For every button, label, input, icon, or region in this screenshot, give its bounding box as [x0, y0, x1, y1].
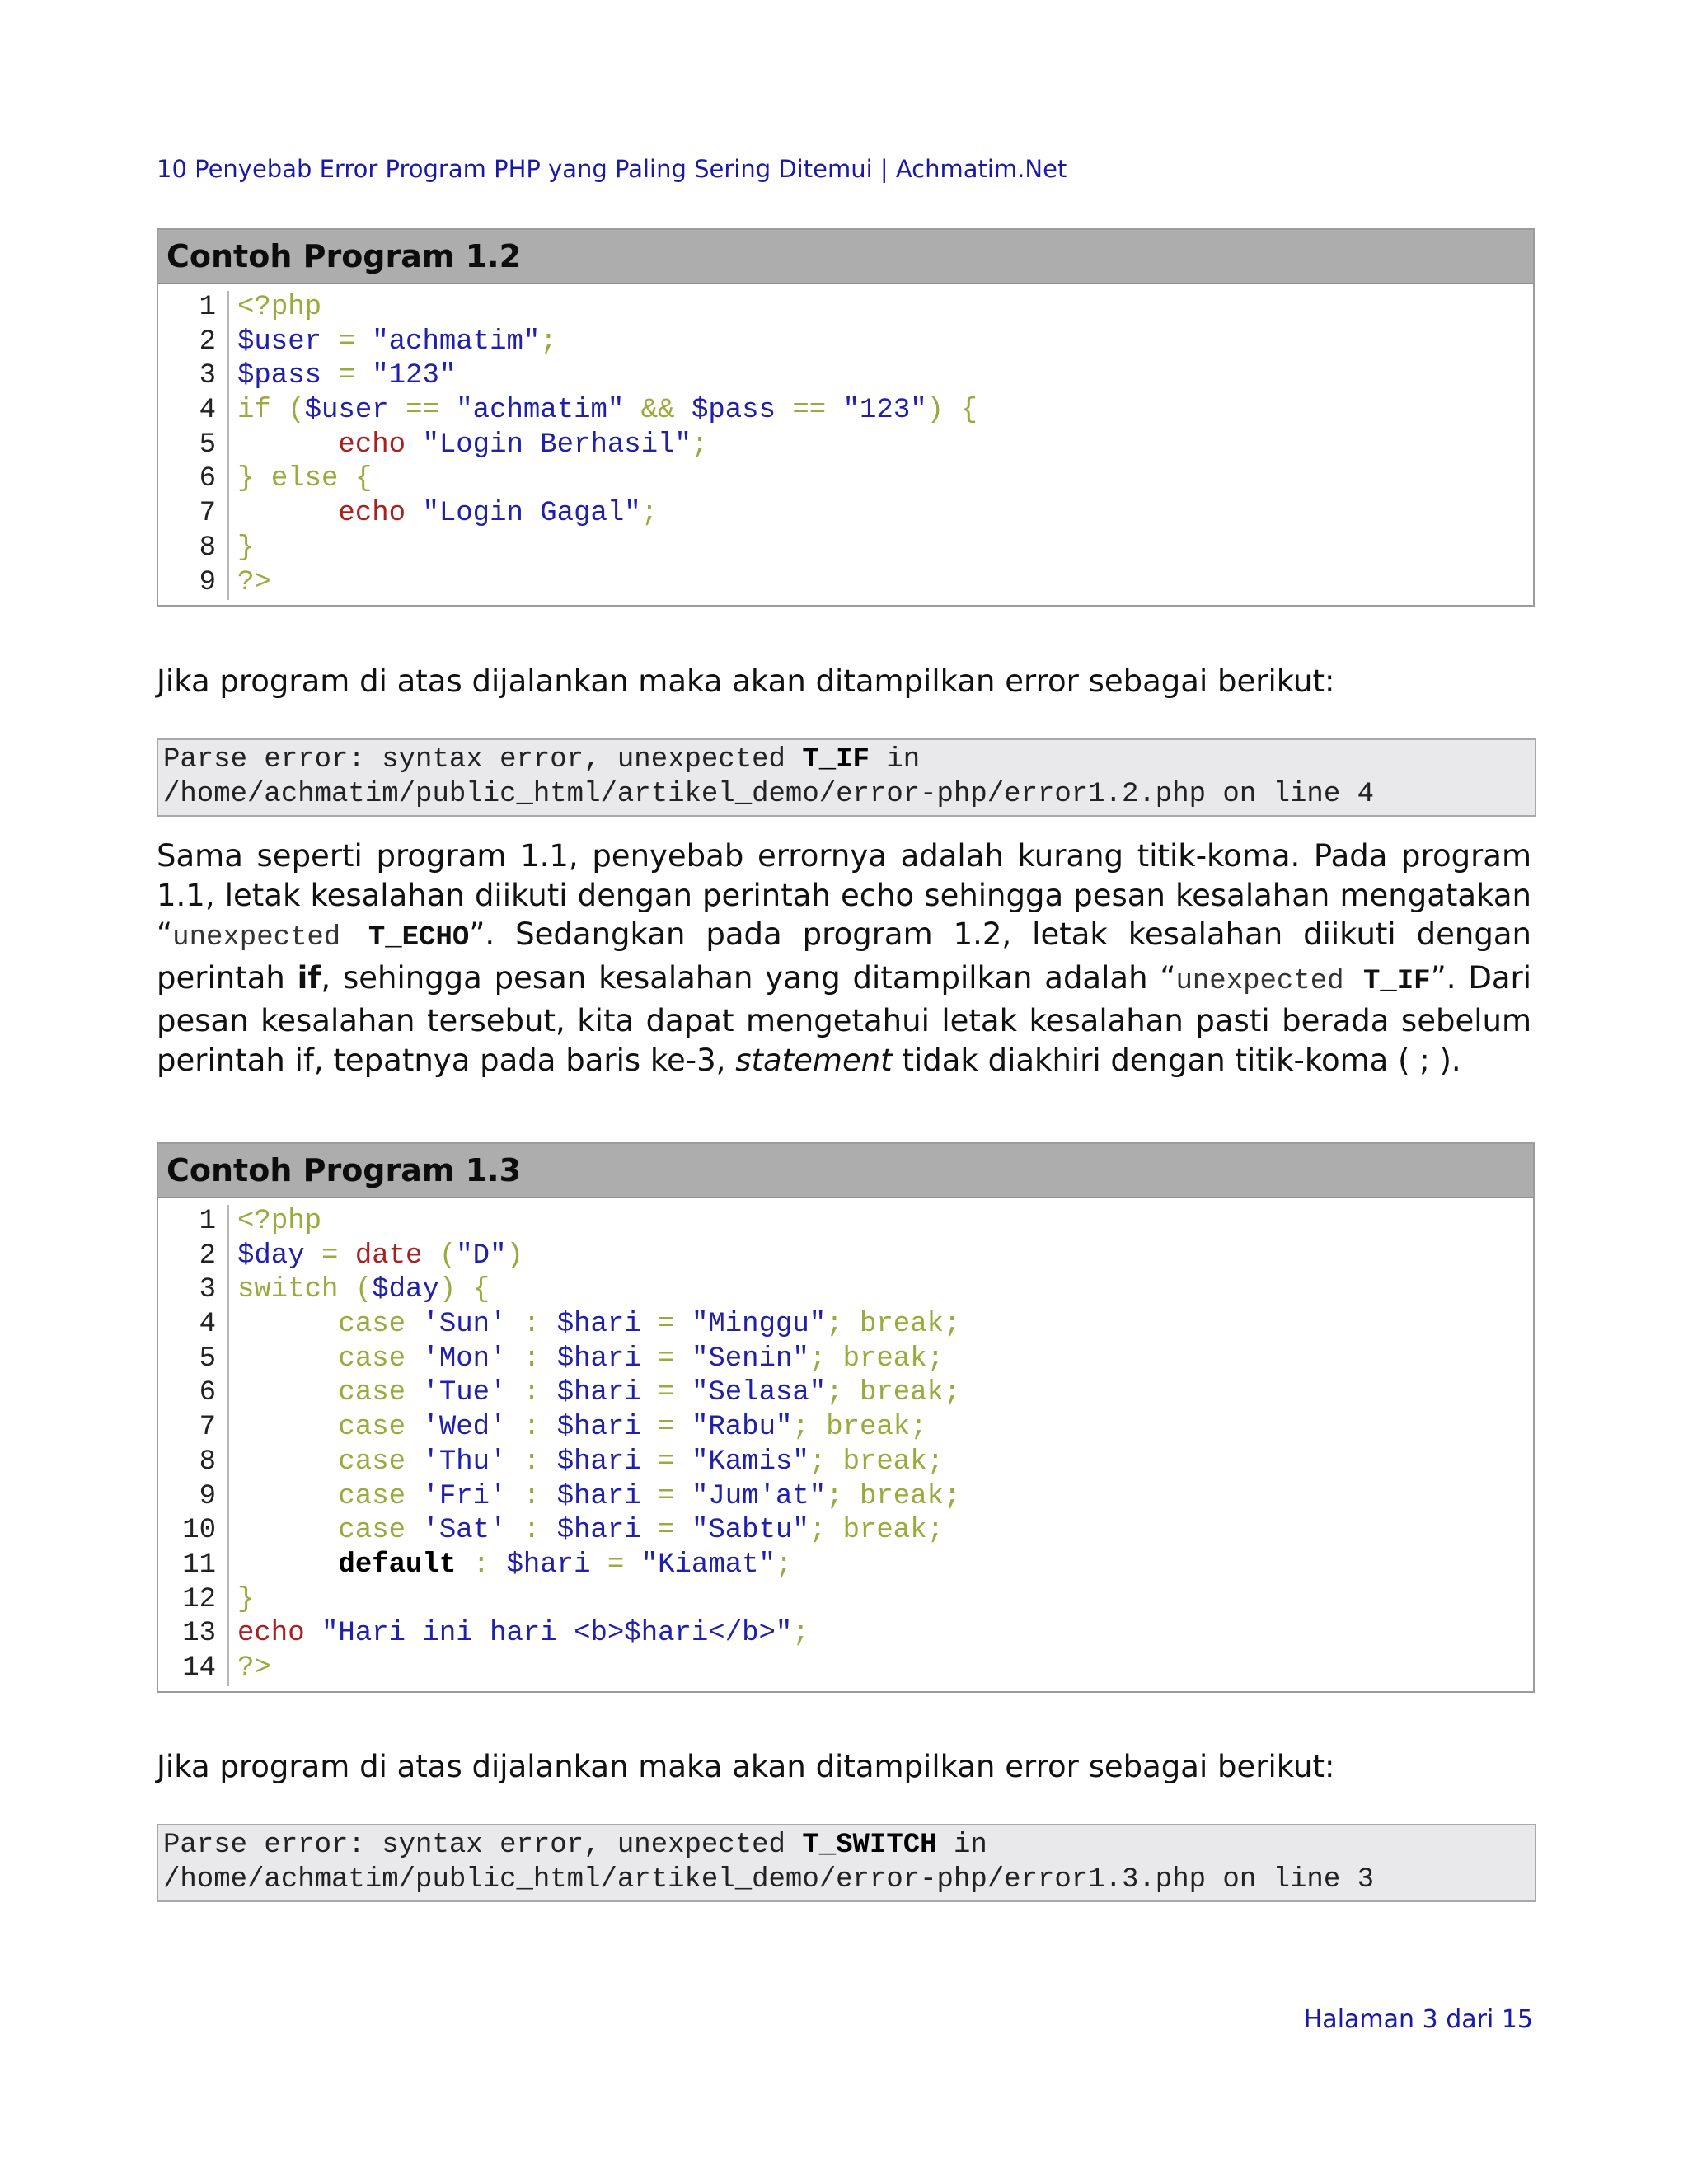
line-number: 5	[199, 1343, 216, 1375]
line-number: 14	[182, 1652, 216, 1684]
line-number: 8	[199, 1446, 216, 1478]
line-number: 6	[199, 1377, 216, 1409]
code-listing-1-2	[157, 228, 1535, 607]
running-header: 10 Penyebab Error Program PHP yang Paling Sering Ditemui | Achmatim.Net	[157, 155, 1533, 190]
code-line: $pass = "123"	[237, 360, 457, 392]
line-number: 8	[199, 532, 216, 564]
code-line: } else {	[237, 463, 373, 495]
code-line: <?php	[237, 292, 322, 323]
code-line: case 'Tue' : $hari = "Selasa"; break;	[338, 1377, 961, 1409]
line-number: 4	[199, 1309, 216, 1341]
line-number: 2	[199, 326, 216, 358]
line-number: 5	[199, 429, 216, 461]
code-line: case 'Sun' : $hari = "Minggu"; break;	[338, 1309, 961, 1341]
code-line: echo "Login Berhasil";	[338, 429, 709, 461]
code-line: ?>	[237, 1652, 271, 1684]
code-line: case 'Mon' : $hari = "Senin"; break;	[338, 1343, 945, 1375]
line-number: 9	[199, 566, 216, 598]
line-number: 3	[199, 1274, 216, 1306]
code-lines	[229, 1205, 960, 1686]
code-line: echo "Login Gagal";	[338, 498, 659, 530]
code-line: <?php	[237, 1206, 322, 1237]
code-line: case 'Thu' : $hari = "Kamis"; break;	[338, 1446, 945, 1478]
code-line: $user = "achmatim";	[237, 326, 557, 358]
page-number: Halaman 3 dari 15	[1303, 2005, 1533, 2034]
code-line: echo "Hari ini hari <b>$hari</b>";	[237, 1618, 809, 1650]
code-line: case 'Sat' : $hari = "Sabtu"; break;	[338, 1515, 945, 1547]
code-lines	[229, 291, 978, 600]
line-number: 1	[199, 1206, 216, 1237]
line-number: 9	[199, 1480, 216, 1512]
listing-title: Contoh Program 1.3	[158, 1144, 1533, 1198]
line-number: 7	[199, 1412, 216, 1444]
error-output-1: Parse error: syntax error, unexpected T_IF in /home/achmatim/public_html/artikel_demo/error-php/error1.2.php on line 4	[157, 738, 1536, 817]
code-line: $day = date ("D")	[237, 1240, 523, 1272]
code-line: ?>	[237, 566, 271, 598]
line-number: 1	[199, 292, 216, 323]
code-line: case 'Wed' : $hari = "Rabu"; break;	[338, 1412, 927, 1444]
line-number: 4	[199, 395, 216, 427]
code-line: switch ($day) {	[237, 1274, 490, 1306]
code-line: }	[237, 532, 255, 564]
line-number: 11	[182, 1549, 216, 1581]
line-number: 10	[182, 1515, 216, 1547]
code-line: case 'Fri' : $hari = "Jum'at"; break;	[338, 1480, 961, 1512]
code-listing-1-3	[157, 1142, 1535, 1693]
explanation-paragraph: Sama seperti program 1.1, penyebab errornya adalah kurang titik-koma. Pada program 1.1, letak kesalahan diikuti dengan perintah echo sehingga pesan kesalahan mengatakan “unexpected T_ECHO”. Sedangkan pada program 1.2, letak kesalahan diikuti dengan perintah if, sehingga pesan kesalahan yang ditampilkan adalah “unexpected T_IF”. Dari pesan kesalahan tersebut, kita dapat mengetahui letak kesalahan pasti berada sebelum perintah if, tepatnya pada baris ke-3, statement tidak diakhiri dengan titik-koma ( ; ).	[157, 838, 1531, 1078]
error-output-2: Parse error: syntax error, unexpected T_SWITCH in /home/achmatim/public_html/artikel_demo/error-php/error1.3.php on line 3	[157, 1824, 1536, 1902]
line-number-gutter	[158, 1205, 229, 1686]
intro-paragraph: Jika program di atas dijalankan maka akan ditampilkan error sebagai berikut:	[157, 663, 1335, 699]
line-number: 12	[182, 1583, 216, 1615]
code-line: default : $hari = "Kiamat";	[338, 1549, 793, 1581]
listing-title: Contoh Program 1.2	[158, 230, 1533, 284]
line-number: 6	[199, 463, 216, 495]
line-number: 3	[199, 360, 216, 392]
code-line: }	[237, 1583, 255, 1615]
line-number: 13	[182, 1618, 216, 1650]
code-line: if ($user == "achmatim" && $pass == "123") {	[237, 395, 978, 427]
line-number: 7	[199, 498, 216, 530]
intro-paragraph: Jika program di atas dijalankan maka akan ditampilkan error sebagai berikut:	[157, 1749, 1335, 1784]
line-number-gutter	[158, 291, 229, 600]
line-number: 2	[199, 1240, 216, 1272]
